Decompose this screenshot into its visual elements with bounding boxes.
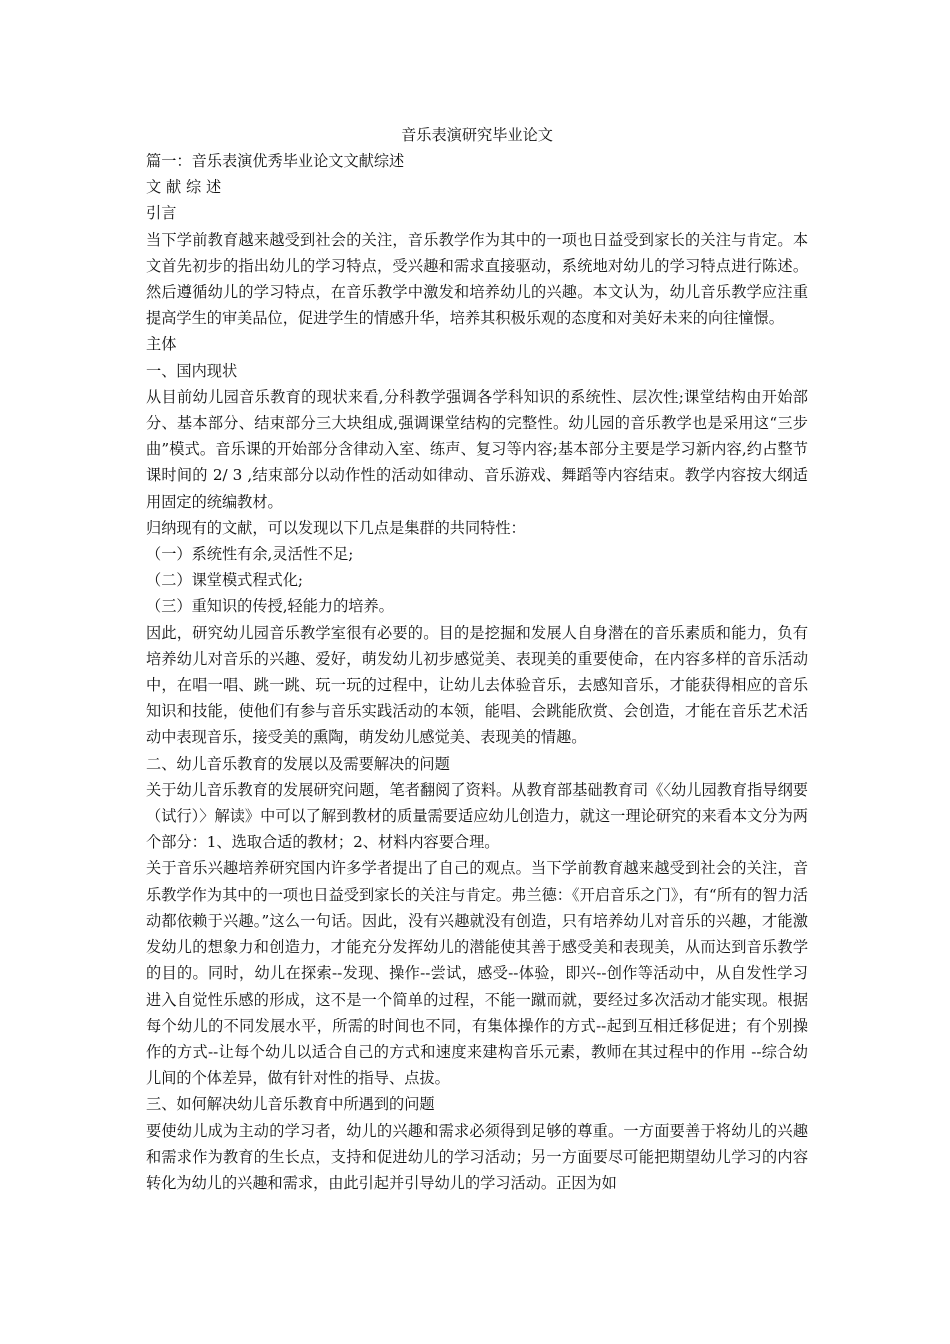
section3-paragraph-1: 要使幼儿成为主动的学习者，幼儿的兴趣和需求必须得到足够的尊重。一方面要善于将幼儿的兴趣和需求作为教育的生长点，支持和促进幼儿的学习活动；另一方面要尽可能把期望幼儿学习的内容转化为幼儿的兴趣和需求，由此引起并引导幼儿的学习活动。正因为如 bbox=[146, 1121, 808, 1192]
section2-heading: 二、幼儿音乐教育的发展以及需要解决的问题 bbox=[146, 754, 450, 773]
document-title: 音乐表演研究毕业论文 bbox=[401, 126, 553, 144]
section1-paragraph-1: 从目前幼儿园音乐教育的现状来看,分科教学强调各学科知识的系统性、层次性;课堂结构由开始部分、基本部分、结束部分三大块组成,强调课堂结构的完整性。幼儿园的音乐教学也是采用这“三步曲”模式。音乐课的开始部分含律动入室、练声、复习等内容;基本部分主要是学习新内容,约占整节课时间的 2/ 3 ,结束部分以动作性的活动如律动、音乐游戏、舞蹈等内容结束。教学内容按大纲适用固定的统编教材。 bbox=[146, 387, 808, 511]
section1-item-1: （一）系统性有余,灵活性不足; bbox=[146, 545, 354, 564]
article-heading: 篇一：音乐表演优秀毕业论文文献综述 bbox=[146, 152, 405, 170]
body-heading: 主体 bbox=[146, 335, 177, 354]
intro-paragraph: 当下学前教育越来越受到社会的关注，音乐教学作为其中的一项也日益受到家长的关注与肯定。本文首先初步的指出幼儿的学习特点，受兴趣和需求直接驱动，系统地对幼儿的学习特点进行陈述。然后遵循幼儿的学习特点，在音乐教学中激发和培养幼儿的兴趣。本文认为，幼儿音乐教学应注重提高学生的审美品位，促进学生的情感升华，培养其积极乐观的态度和对美好未来的向往憧憬。 bbox=[146, 230, 808, 328]
section2-paragraph-2: 关于音乐兴趣培养研究国内许多学者提出了自己的观点。当下学前教育越来越受到社会的关注，音乐教学作为其中的一项也日益受到家长的关注与肯定。弗兰德：《开启音乐之门》，有“所有的智力活动都依赖于兴趣。”这么一句话。因此，没有兴趣就没有创造，只有培养幼儿对音乐的兴趣，才能激发幼儿的想象力和创造力，才能充分发挥幼儿的潜能使其善于感受美和表现美，从而达到音乐教学的目的。同时，幼儿在探索--发现、操作--尝试，感受--体验，即兴--创作等活动中，从自发性学习进入自觉性乐感的形成，这不是一个简单的过程，不能一蹴而就，要经过多次活动才能实现。根据每个幼儿的不同发展水平，所需的时间也不同，有集体操作的方式--起到互相迁移促进；有个别操作的方式--让每个幼儿以适合自己的方式和速度来建构音乐元素，教师在其过程中的作用 --综合幼儿间的个体差异，做有针对性的指导、点拔。 bbox=[146, 859, 808, 1088]
section1-item-2: （二）课堂模式程式化; bbox=[146, 571, 303, 590]
section3-heading: 三、如何解决幼儿音乐教育中所遇到的问题 bbox=[146, 1095, 435, 1114]
section2-paragraph-1: 关于幼儿音乐教育的发展研究问题，笔者翻阅了资料。从教育部基础教育司《〈幼儿园教育指导纲要（试行）〉解读》中可以了解到教材的质量需要适应幼儿创造力，就这一理论研究的来看本文分为两个部分：1、选取合适的教材；2、材料内容要合理。 bbox=[146, 780, 808, 852]
section1-summary: 归纳现有的文献，可以发现以下几点是集群的共同特性： bbox=[146, 518, 526, 537]
section1-paragraph-2: 因此，研究幼儿园音乐教学室很有必要的。目的是挖掘和发展人自身潜在的音乐素质和能力，负有培养幼儿对音乐的兴趣、爱好，萌发幼儿初步感觉美、表现美的重要使命，在内容多样的音乐活动中，在唱一唱、跳一跳、玩一玩的过程中，让幼儿去体验音乐，去感知音乐，才能获得相应的音乐知识和技能，使他们有参与音乐实践活动的本领，能唱、会跳能欣赏、会创造，才能在音乐艺术活动中表现音乐，接受美的熏陶，萌发幼儿感觉美、表现美的情趣。 bbox=[146, 623, 808, 747]
document-body bbox=[146, 122, 808, 1196]
intro-heading: 引言 bbox=[146, 204, 177, 223]
section1-heading: 一、国内现状 bbox=[146, 361, 238, 380]
section1-item-3: （三）重知识的传授,轻能力的培养。 bbox=[146, 597, 394, 616]
review-heading: 文 献 综 述 bbox=[146, 178, 222, 197]
